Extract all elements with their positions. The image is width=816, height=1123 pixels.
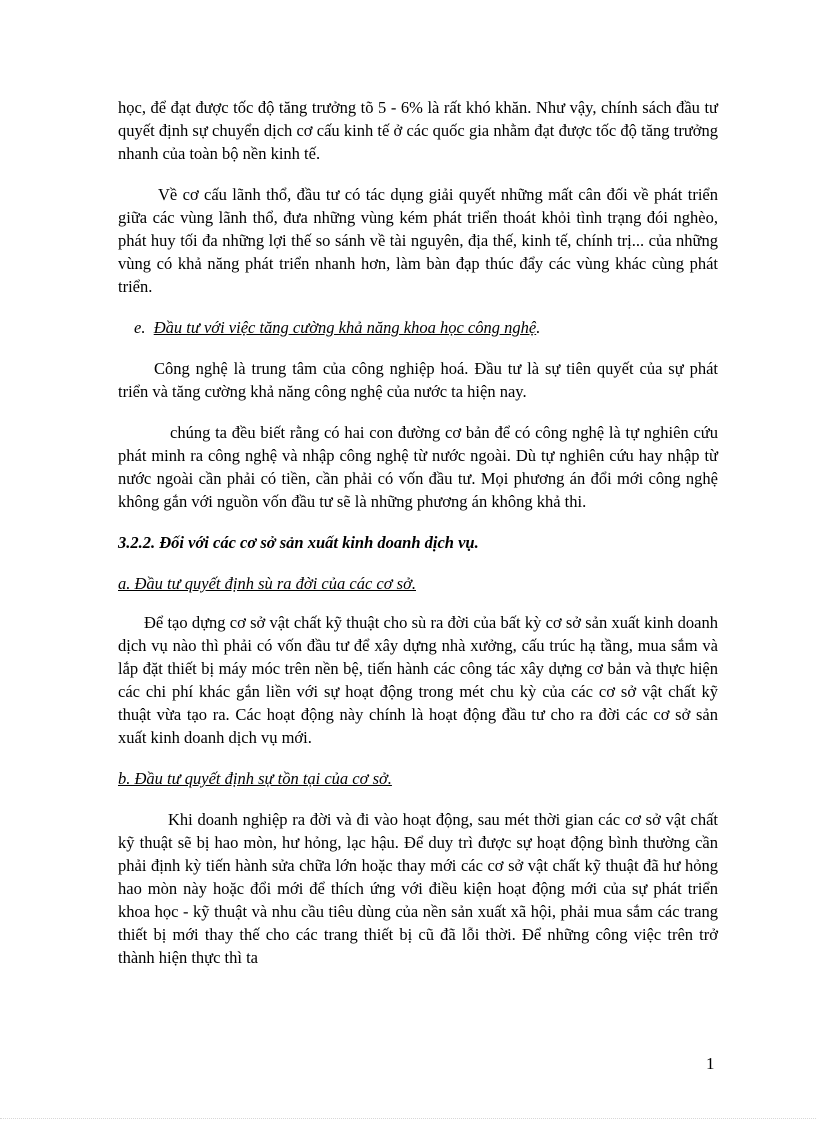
heading-e-period: . [536,318,541,337]
paragraph-territorial-structure: Về cơ cấu lãnh thổ, đầu tư có tác dụng giải quyết những mất cân đối về phát triển giữa các vùng lãnh thổ, đưa những vùng kém phát triển thoát khỏi tình trạng đói nghèo, phát huy tối đa những lợi thế so sánh về tài nguyên, địa thế, kinh tế, chính trị... của những vùng có khả năng phát triển nhanh hơn, làm bàn đạp thúc đẩy các vùng khác cùng phát triển. [118,185,718,296]
heading-e-letter: e. [134,318,146,337]
paragraph-technology-paths: chúng ta đều biết rằng có hai con đường cơ bản để có công nghệ là tự nghiên cứu phát minh ra công nghệ và nhập công nghệ từ nước ngoài. Dù tự nghiên cứu hay nhập từ nước ngoài cần phải có tiền, cần phải có vốn đầu tư. Mọi phương án đổi mới công nghệ không gắn với nguồn vốn đầu tư sẽ là những phương án không khả thi. [118,423,718,511]
paragraph-establishment: Để tạo dựng cơ sở vật chất kỹ thuật cho sù ra đời của bất kỳ cơ sở sản xuất kinh doanh dịch vụ nào thì phải có vốn đầu tư để xây dựng nhà xưởng, cấu trúc hạ tầng, mua sắm và lắp đặt thiết bị máy móc trên nền bệ, tiến hành các công tác xây dựng cơ bản và thực hiện các chi phí khác gắn liền với sự hoạt động trong mét chu kỳ của các cơ sở vật chất kỹ thuật vừa tạo ra. Các hoạt động này chính là hoạt động đầu tư cho ra đời các cơ sở sản xuất kinh doanh dịch vụ mới. [118,613,718,747]
page-bottom-divider [0,1118,816,1119]
subheading-b: b. Đầu tư quyết định sự tồn tại của cơ sở. [118,769,392,788]
paragraph-technology-center: Công nghệ là trung tâm của công nghiệp hoá. Đầu tư là sự tiên quyết của sự phát triển và tăng cường khả năng công nghệ của nước ta hiện nay. [118,359,718,401]
section-heading-3-2-2: 3.2.2. Đối với các cơ sở sản xuất kinh doanh dịch vụ. [118,533,479,552]
subheading-a: a. Đầu tư quyết định sù ra đời của các cơ sở. [118,574,416,593]
heading-e-text: Đầu tư với việc tăng cường khả năng khoa học công nghệ [153,318,537,337]
document-page [118,96,718,969]
paragraph-growth: học, để đạt được tốc độ tăng trưởng tõ 5 - 6% là rất khó khăn. Như vậy, chính sách đầu tư quyết định sự chuyển dịch cơ cấu kinh tế ở các quốc gia nhằm đạt được tốc độ tăng trưởng nhanh của toàn bộ nền kinh tế. [118,98,718,163]
heading-e [118,316,718,339]
paragraph-existence: Khi doanh nghiệp ra đời và đi vào hoạt động, sau mét thời gian các cơ sở vật chất kỹ thuật sẽ bị hao mòn, hư hỏng, lạc hậu. Để duy trì được sự hoạt động bình thường cần phải định kỳ tiến hành sửa chữa lớn hoặc thay mới các cơ sở vật chất kỹ thuật đã hư hỏng hao mòn này hoặc đổi mới để thích ứng với điều kiện hoạt động mới của sự phát triển khoa học - kỹ thuật và nhu cầu tiêu dùng của nền sản xuất xã hội, phải mua sắm các trang thiết bị mới thay thế cho các trang thiết bị cũ đã lỗi thời. Để những công việc trên trở thành hiện thực thì ta [118,810,718,967]
page-number: 1 [706,1054,715,1073]
